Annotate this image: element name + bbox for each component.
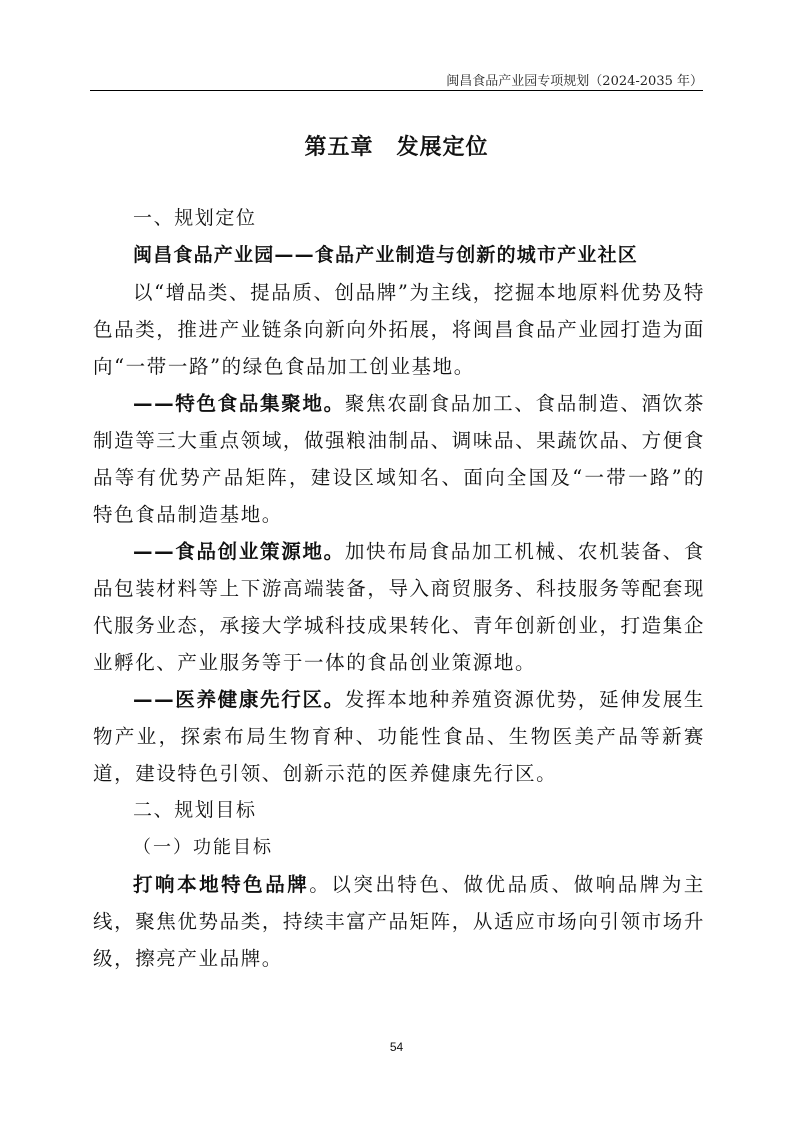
item-text: 发挥本地种养殖资源优势，延伸发展生物产业，探索布局生物育种、功能性食品、生物医美产品等新赛道，建设特色引领、创新示范的医养健康先行区。 [93, 688, 705, 785]
item-text: 加快布局食品加工机械、农机装备、食品包装材料等上下游高端装备，导入商贸服务、科技服务等配套现代服务业态，承接大学城科技成果转化、青年创新创业，打造集企业孵化、产业服务等于一体的食品创业策源地。 [93, 540, 705, 674]
running-header: 闽昌食品产业园专项规划（2024-2035 年） [446, 74, 703, 89]
item-lead: 打响本地特色品牌 [133, 873, 310, 896]
page-number: 54 [389, 1040, 404, 1054]
subsection-heading-function-goals: （一）功能目标 [133, 837, 273, 858]
item-text: 。以突出特色、做优品质、做响品牌为主线，聚焦优势品类，持续丰富产品矩阵，从适应市场向引领市场升级，擦亮产业品牌。 [93, 873, 705, 970]
positioning-item [93, 533, 705, 681]
positioning-intro: 以“增品类、提品质、创品牌”为主线，挖掘本地原料优势及特色品类，推进产业链条向新向外拓展，将闽昌食品产业园打造为面向“一带一路”的绿色食品加工创业基地。 [93, 281, 705, 378]
goal-item [93, 866, 705, 977]
body-content [93, 200, 705, 977]
positioning-item [93, 681, 705, 792]
positioning-item [93, 385, 705, 533]
positioning-subtitle: 闽昌食品产业园——食品产业制造与创新的城市产业社区 [133, 244, 639, 266]
header-rule [90, 90, 703, 91]
chapter-title: 第五章 发展定位 [304, 135, 489, 160]
item-text: 聚焦农副食品加工、食品制造、酒饮茶制造等三大重点领域，做强粮油制品、调味品、果蔬饮品、方便食品等有优势产品矩阵，建设区域知名、面向全国及“一带一路”的特色食品制造基地。 [93, 392, 705, 526]
section-heading-goals: 二、规划目标 [133, 799, 257, 821]
section-heading-positioning: 一、规划定位 [133, 207, 257, 229]
item-lead: ——医养健康先行区。 [133, 688, 345, 711]
item-lead: ——食品创业策源地。 [133, 540, 345, 563]
item-lead: ——特色食品集聚地。 [133, 392, 345, 415]
